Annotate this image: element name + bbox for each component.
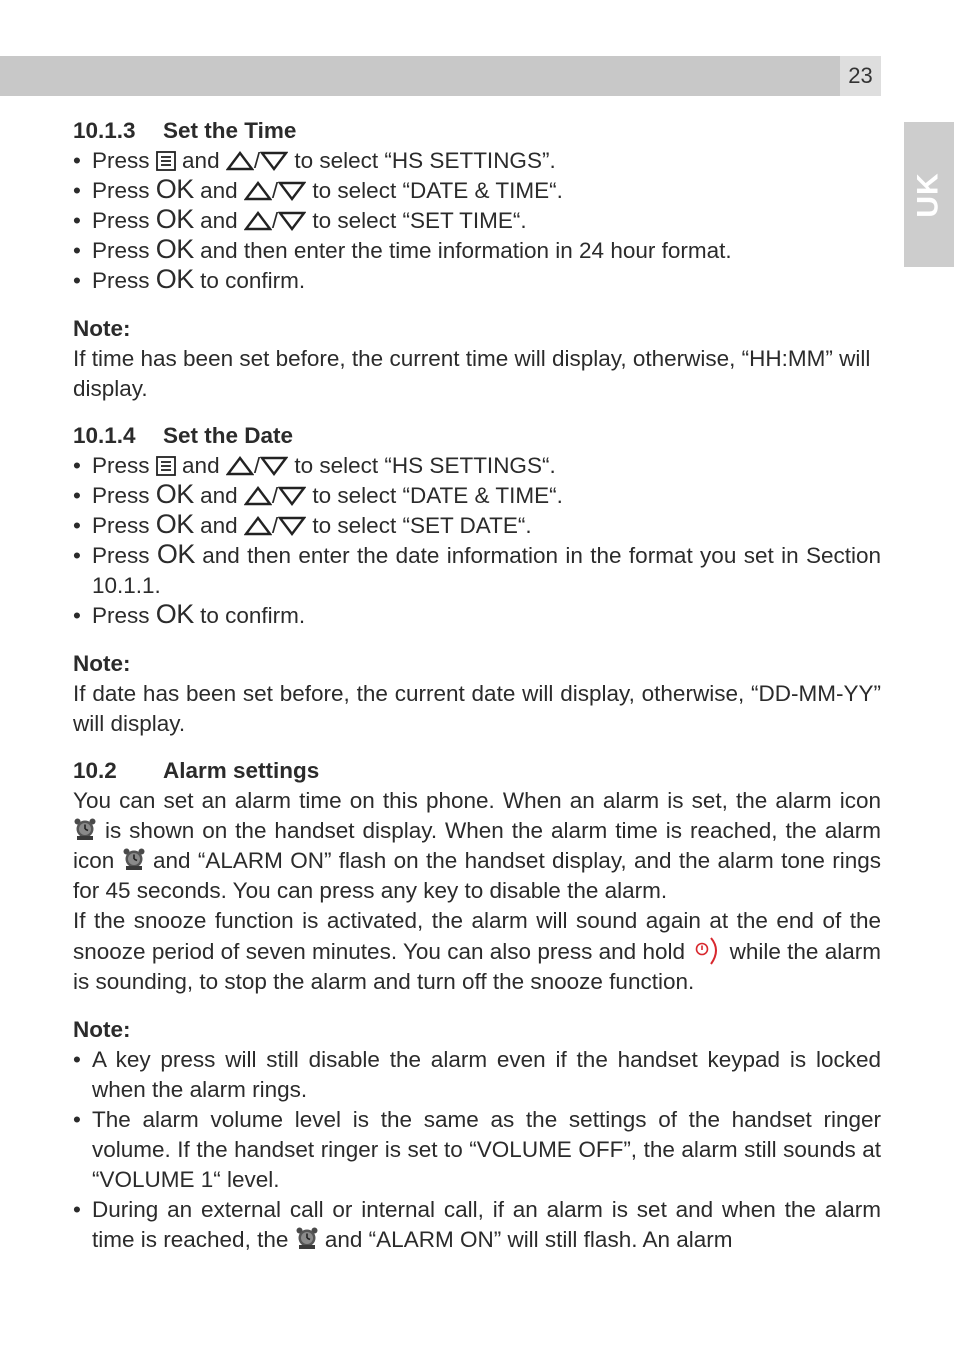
note-title: Note:: [73, 651, 131, 676]
section-set-time: [73, 116, 881, 404]
section-title: Set the Date: [163, 423, 294, 448]
language-tab-label: UK: [912, 171, 945, 218]
page-content: [73, 116, 881, 1255]
section-set-date: [73, 421, 881, 739]
ok-key-icon: OK: [155, 599, 194, 629]
down-arrow-key-icon: [278, 211, 306, 231]
section-title: Alarm settings: [163, 758, 320, 783]
down-arrow-key-icon: [278, 181, 306, 201]
up-arrow-key-icon: [226, 456, 254, 476]
ok-key-icon: OK: [155, 509, 194, 539]
down-arrow-key-icon: [260, 151, 288, 171]
list-item: • Press OK and then enter the date information in the format you set in Section 10.1.1.: [73, 541, 881, 601]
section-heading: [73, 756, 881, 786]
alarm-clock-icon: [73, 817, 97, 841]
list-item: • Press OK and then enter the time information in 24 hour format.: [73, 236, 881, 266]
note-text: If time has been set before, the current time will display, otherwise, “HH:MM” will display.: [73, 346, 871, 401]
red-power-end-key-icon: [691, 936, 723, 966]
list-item: • During an external call or internal call, if an alarm is set and when the alarm time is reached, the and “ALARM ON” will still flash. An alarm: [73, 1195, 881, 1255]
instruction-list: [73, 146, 881, 296]
menu-key-icon: [156, 151, 176, 171]
page-number: 23: [840, 56, 881, 96]
note-title: Note:: [73, 1017, 131, 1042]
list-item: • Press OK to confirm.: [73, 266, 881, 296]
list-item: • A key press will still disable the alarm even if the handset keypad is locked when the alarm rings.: [73, 1045, 881, 1105]
alarm-clock-icon: [295, 1226, 319, 1250]
note-list: [73, 1045, 881, 1255]
ok-key-icon: OK: [155, 204, 194, 234]
section-number: 10.2: [73, 758, 117, 783]
up-arrow-key-icon: [244, 211, 272, 231]
down-arrow-key-icon: [260, 456, 288, 476]
menu-key-icon: [156, 456, 176, 476]
section-title: Set the Time: [163, 118, 297, 143]
down-arrow-key-icon: [278, 486, 306, 506]
list-item: • Press OK and / to select “SET DATE“.: [73, 511, 881, 541]
section-number: 10.1.3: [73, 118, 136, 143]
list-item: • Press OK and / to select “DATE & TIME“.: [73, 176, 881, 206]
down-arrow-key-icon: [278, 516, 306, 536]
note-title: Note:: [73, 316, 131, 341]
section-heading: [73, 421, 881, 451]
section-number: 10.1.4: [73, 423, 136, 448]
up-arrow-key-icon: [244, 181, 272, 201]
instruction-list: [73, 451, 881, 631]
up-arrow-key-icon: [244, 486, 272, 506]
paragraph: You can set an alarm time on this phone. When an alarm is set, the alarm icon is shown on the handset display. When the alarm time is reached, the alarm icon and “ALARM ON” flash on the handset display, and the alarm tone rings for 45 seconds. You can press any key to disable the alarm.: [73, 788, 881, 903]
ok-key-icon: OK: [156, 539, 195, 569]
ok-key-icon: OK: [155, 174, 194, 204]
list-item: • The alarm volume level is the same as the settings of the handset ringer volume. If the handset ringer is set to “VOLUME OFF”, the alarm still sounds at “VOLUME 1“ level.: [73, 1105, 881, 1195]
list-item: • Press OK and / to select “SET TIME“.: [73, 206, 881, 236]
paragraph: If the snooze function is activated, the alarm will sound again at the end of the snooze period of seven minutes. You can also press and hold while the alarm is sounding, to stop the alarm and turn off the snooze function.: [73, 908, 881, 994]
ok-key-icon: OK: [155, 479, 194, 509]
ok-key-icon: OK: [155, 234, 194, 264]
list-item: • Press OK to confirm.: [73, 601, 881, 631]
list-item: • Press and / to select “HS SETTINGS“.: [73, 451, 881, 481]
language-tab: [904, 122, 954, 267]
section-heading: [73, 116, 881, 146]
note-text: If date has been set before, the current date will display, otherwise, “DD-MM-YY” will display.: [73, 681, 881, 736]
list-item: • Press OK and / to select “DATE & TIME“.: [73, 481, 881, 511]
list-item: • Press and / to select “HS SETTINGS”.: [73, 146, 881, 176]
up-arrow-key-icon: [226, 151, 254, 171]
section-alarm-settings: [73, 756, 881, 1255]
ok-key-icon: OK: [155, 264, 194, 294]
header-bar: [0, 56, 840, 96]
up-arrow-key-icon: [244, 516, 272, 536]
alarm-clock-icon: [122, 847, 146, 871]
